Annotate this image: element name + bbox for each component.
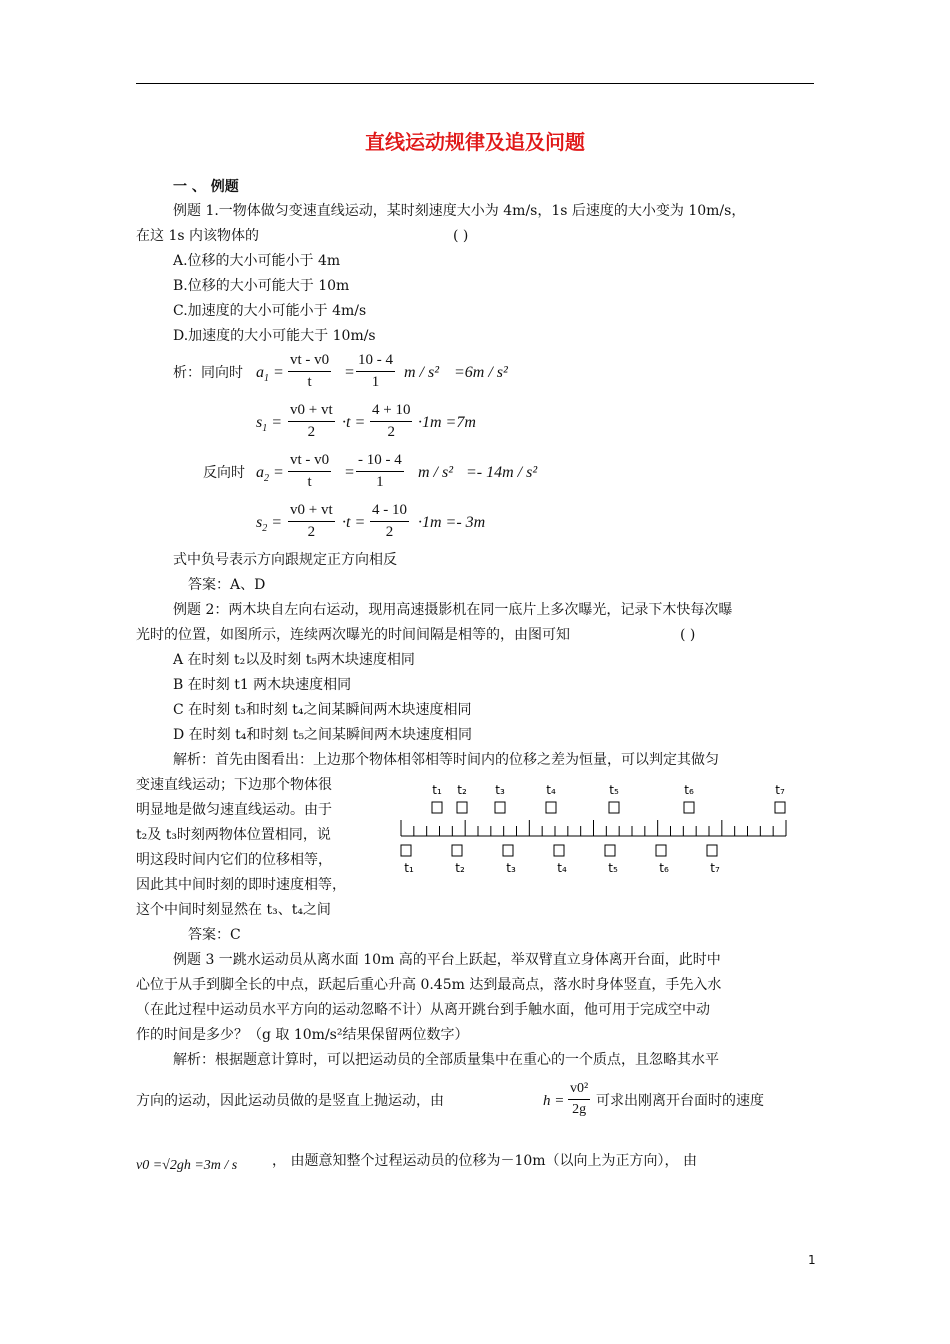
top-time-label: t₇ (775, 783, 785, 797)
ex1-answer: 答案：A、D (188, 577, 266, 593)
ex2-option-a: A 在时刻 t₂以及时刻 t₅两木块速度相同 (173, 652, 415, 668)
top-block-marker (775, 802, 785, 813)
top-time-label: t₁ (432, 783, 442, 797)
exposure-figure (395, 776, 795, 880)
bottom-time-label: t₇ (710, 861, 720, 875)
ex2-analysis-4: t₂及 t₃时刻两物体位置相同，说 (136, 827, 331, 843)
bottom-time-label: t₆ (659, 861, 669, 875)
bottom-block-marker (656, 845, 666, 856)
top-time-label: t₂ (457, 783, 467, 797)
a2-unit: m / s² (418, 464, 454, 481)
top-time-label: t₃ (495, 783, 505, 797)
ex3-line4: 作的时间是多少？（g 取 10m/s²结果保留两位数字） (136, 1027, 469, 1043)
a1-unit: m / s² (404, 364, 440, 381)
a1-fraction-2: $\frac{10 - 4}{1}$ (358, 352, 393, 390)
s2-mid: ·t = (342, 514, 366, 531)
ex2-analysis-7: 这个中间时刻显然在 t₃、t₄之间 (136, 902, 331, 918)
ex2-line1: 例题 2：两木块自左向右运动，现用高速摄影机在同一底片上多次曝光，记录下木快每次曝 (173, 602, 733, 618)
top-time-label: t₆ (684, 783, 694, 797)
ex2-analysis-1: 解析：首先由图看出：上边那个物体相邻相等时间内的位移之差为恒量，可以判定其做匀 (173, 752, 719, 768)
a2-result: =- 14m / s² (466, 464, 538, 481)
top-block-marker (684, 802, 694, 813)
ex2-analysis-6: 因此其中间时刻的即时速度相等， (136, 877, 346, 893)
bottom-block-marker (554, 845, 564, 856)
ex1-paren: ( ) (453, 228, 469, 244)
ex2-option-b: B 在时刻 t1 两木块速度相同 (173, 677, 352, 693)
formula-h-lhs: h = (543, 1093, 565, 1109)
a1-lhs: $a_1$ = (256, 364, 284, 385)
ex2-line2: 光时的位置，如图所示，连续两次曝光的时间间隔是相等的，由图可知 (136, 627, 570, 643)
top-block-marker (546, 802, 556, 813)
formula-h-fraction: $\frac{\text{v0²}}{2g}$ (570, 1081, 589, 1117)
ex3-analysis-2a: 方向的运动，因此运动员做的是竖直上抛运动，由 (136, 1093, 444, 1109)
top-block-marker (432, 802, 442, 813)
ex1-analysis-label: 析：同向时 (173, 365, 243, 381)
a2-fraction-1: $\frac{vt - v0}{t}$ (290, 452, 330, 490)
section-heading: 一 、 例题 (173, 179, 239, 195)
bottom-block-marker (503, 845, 513, 856)
ex1-option-a: A.位移的大小可能小于 4m (173, 253, 341, 269)
bottom-time-label: t₂ (455, 861, 465, 875)
ex2-analysis-2: 变速直线运动；下边那个物体很 (136, 777, 332, 793)
a1-eq: = (344, 364, 355, 381)
ex3-line1: 例题 3 一跳水运动员从离水面 10m 高的平台上跃起，举双臂直立身体离开台面，此时中 (173, 952, 721, 968)
s1-result: ·1m =7m (418, 414, 476, 431)
a1-result: =6m / s² (454, 364, 508, 381)
ex2-paren: ( ) (680, 627, 696, 643)
document-title: 直线运动规律及追及问题 (365, 130, 585, 154)
s1-fraction-2: $\frac{4 + 10}{2}$ (372, 402, 411, 440)
bottom-time-label: t₁ (404, 861, 414, 875)
s2-result: ·1m =- 3m (418, 514, 486, 531)
ex1-option-b: B.位移的大小可能大于 10m (173, 278, 350, 294)
ex1-option-d: D.加速度的大小可能大于 10m/s (173, 328, 376, 344)
ex2-answer: 答案：C (188, 927, 241, 943)
s1-fraction-1: $\frac{v0 + vt}{2}$ (290, 402, 333, 440)
ex2-option-d: D 在时刻 t₄和时刻 t₅之间某瞬间两木块速度相同 (173, 727, 473, 743)
s1-lhs: $s_1$ = (256, 414, 283, 435)
bottom-block-marker (452, 845, 462, 856)
s2-lhs: $s_2$ = (256, 514, 283, 535)
bottom-time-label: t₅ (608, 861, 618, 875)
s2-fraction-1: $\frac{v0 + vt}{2}$ (290, 502, 333, 540)
page-number: 1 (808, 1253, 816, 1267)
top-block-marker (495, 802, 505, 813)
ex1-line1: 例题 1.一物体做匀变速直线运动，某时刻速度大小为 4m/s，1s 后速度的大小变为 10m/s， (173, 203, 746, 219)
ex3-analysis-3: ， 由题意知整个过程运动员的位移为－10m（以向上为正方向）， 由 (272, 1153, 697, 1169)
ex3-analysis-1: 解析：根据题意计算时，可以把运动员的全部质量集中在重心的一个质点，且忽略其水平 (173, 1052, 719, 1068)
a1-fraction-1: $\frac{vt - v0}{t}$ (290, 352, 330, 390)
bottom-time-label: t₃ (506, 861, 516, 875)
ex1-reverse-label: 反向时 (203, 465, 245, 481)
bottom-time-label: t₄ (557, 861, 567, 875)
ex2-option-c: C 在时刻 t₃和时刻 t₄之间某瞬间两木块速度相同 (173, 702, 472, 718)
ex2-analysis-3: 明显地是做匀速直线运动。由于 (136, 802, 332, 818)
a2-eq: = (344, 464, 355, 481)
ex3-line2: 心位于从手到脚全长的中点，跃起后重心升高 0.45m 达到最高点，落水时身体竖直，手先入水 (136, 977, 722, 993)
ex2-analysis-5: 明这段时间内它们的位移相等， (136, 852, 332, 868)
a2-lhs: $a_2$ = (256, 464, 284, 485)
ex1-note: 式中负号表示方向跟规定正方向相反 (173, 552, 397, 568)
a2-fraction-2: $\frac{- 10 - 4}{1}$ (358, 452, 402, 490)
ex3-line3: （在此过程中运动员水平方向的运动忽略不计）从离开跳台到手触水面，他可用于完成空中动 (136, 1002, 710, 1018)
formula-v0: v0 =√2gh =3m / s (136, 1158, 238, 1173)
s2-fraction-2: $\frac{4 - 10}{2}$ (372, 502, 407, 540)
top-time-label: t₅ (609, 783, 619, 797)
top-block-marker (609, 802, 619, 813)
bottom-block-marker (401, 845, 411, 856)
ex1-option-c: C.加速度的大小可能小于 4m/s (173, 303, 367, 319)
bottom-block-marker (707, 845, 717, 856)
s1-mid: ·t = (342, 414, 366, 431)
top-time-label: t₄ (546, 783, 556, 797)
top-block-marker (457, 802, 467, 813)
bottom-block-marker (605, 845, 615, 856)
header-rule (136, 83, 814, 84)
ex1-line2: 在这 1s 内该物体的 (136, 228, 259, 244)
ex3-analysis-2b: 可求出刚离开台面时的速度 (596, 1093, 764, 1109)
